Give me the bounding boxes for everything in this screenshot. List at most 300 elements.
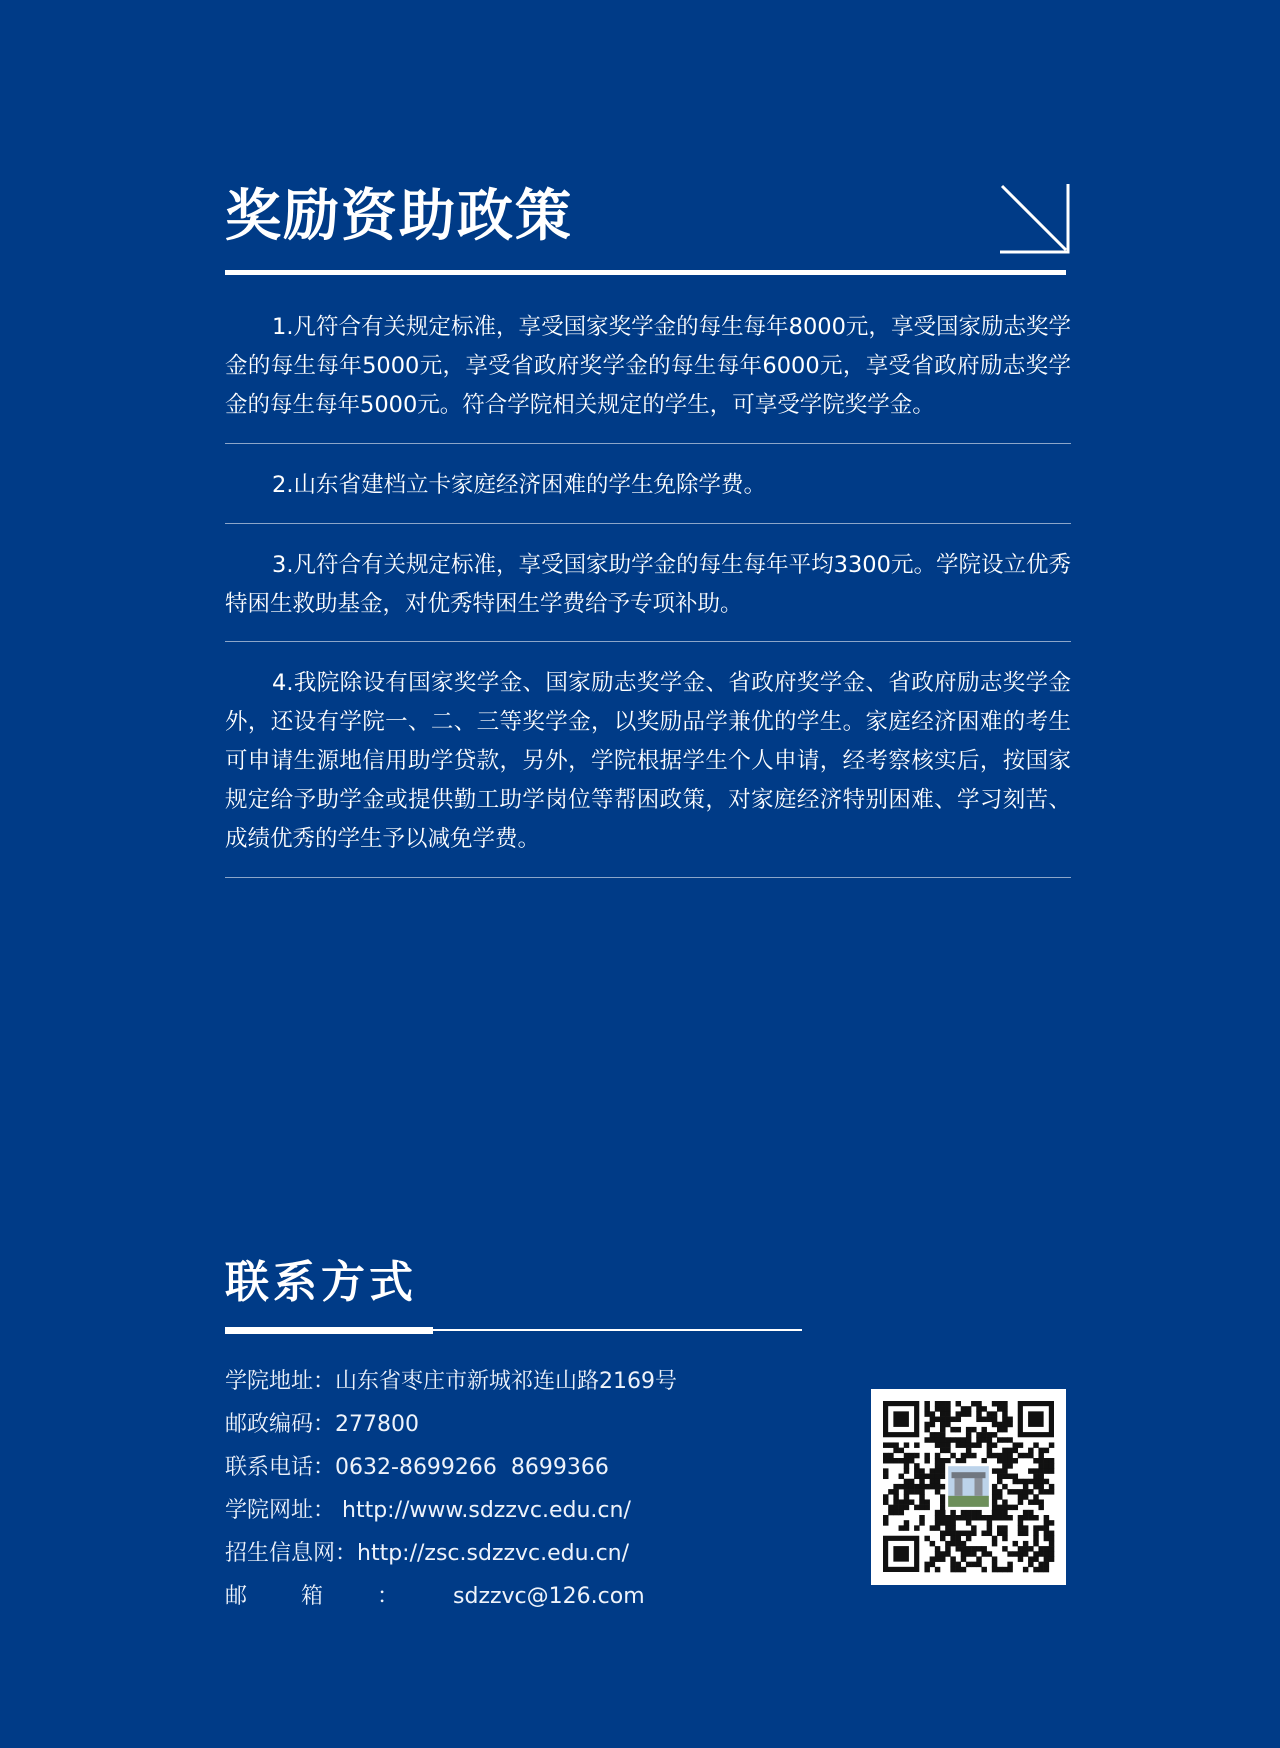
qr-module — [904, 1484, 909, 1489]
qr-module — [945, 1448, 950, 1453]
qr-module — [914, 1463, 919, 1468]
qr-module — [919, 1494, 924, 1499]
qr-module — [1044, 1562, 1049, 1567]
qr-module — [1049, 1546, 1054, 1551]
qr-module — [997, 1474, 1002, 1479]
qr-module — [950, 1515, 955, 1520]
qr-module — [1002, 1401, 1007, 1406]
qr-module — [940, 1427, 945, 1432]
qr-module — [950, 1510, 955, 1515]
qr-module — [1018, 1546, 1023, 1551]
qr-module — [1044, 1479, 1049, 1484]
qr-module — [1044, 1546, 1049, 1551]
qr-module — [893, 1442, 898, 1447]
qr-module — [1044, 1551, 1049, 1556]
qr-module — [1028, 1562, 1033, 1567]
qr-module — [976, 1406, 981, 1411]
qr-module — [1033, 1479, 1038, 1484]
qr-module — [971, 1515, 976, 1520]
qr-module — [945, 1525, 950, 1530]
qr-module — [924, 1505, 929, 1510]
qr-module — [961, 1411, 966, 1416]
qr-module — [940, 1448, 945, 1453]
qr-module — [914, 1442, 919, 1447]
qr-module — [966, 1536, 971, 1541]
qr-module — [1013, 1458, 1018, 1463]
qr-module — [1002, 1463, 1007, 1468]
qr-module — [924, 1427, 929, 1432]
qr-logo-ground — [948, 1496, 989, 1507]
qr-module — [950, 1520, 955, 1525]
policy-item-3: 3.凡符合有关规定标准，享受国家助学金的每生每年平均3300元。学院设立优秀特困生救助基金，对优秀特困生学费给予专项补助。 — [225, 552, 1071, 617]
qr-module — [1007, 1417, 1012, 1422]
qr-module — [950, 1562, 955, 1567]
qr-module — [940, 1463, 945, 1468]
qr-module — [1028, 1499, 1033, 1504]
qr-module — [1038, 1567, 1043, 1572]
qr-module — [971, 1531, 976, 1536]
qr-module — [914, 1489, 919, 1494]
qr-module — [945, 1520, 950, 1525]
contact-postcode — [225, 1403, 845, 1446]
qr-module — [987, 1448, 992, 1453]
qr-module — [940, 1401, 945, 1406]
qr-module — [956, 1458, 961, 1463]
qr-module — [1033, 1474, 1038, 1479]
policy-divider — [225, 523, 1071, 524]
qr-module — [971, 1510, 976, 1515]
qr-module — [976, 1510, 981, 1515]
contact-website-label: 学院网址： — [225, 1498, 336, 1523]
qr-module — [1049, 1484, 1054, 1489]
qr-module — [966, 1546, 971, 1551]
qr-module — [924, 1411, 929, 1416]
policy-item-1: 1.凡符合有关规定标准，享受国家奖学金的每生每年8000元，享受国家励志奖学金的每生每年5000元，享受省政府奖学金的每生每年6000元，享受省政府励志奖学金的每生每年5000元。符合学院相关规定的学生，可享受学院奖学金。 — [225, 314, 1071, 418]
qr-module — [992, 1494, 997, 1499]
qr-module — [971, 1551, 976, 1556]
qr-module — [1044, 1448, 1049, 1453]
contact-admissions-link[interactable]: http://zsc.sdzzvc.edu.cn/ — [357, 1541, 630, 1566]
qr-module — [893, 1505, 898, 1510]
contact-phone-value: 0632-8699266 8699366 — [335, 1455, 609, 1480]
qr-module — [997, 1494, 1002, 1499]
qr-module — [1002, 1499, 1007, 1504]
qr-module — [945, 1531, 950, 1536]
qr-module — [930, 1541, 935, 1546]
qr-module — [1002, 1437, 1007, 1442]
qr-module — [1013, 1442, 1018, 1447]
qr-module — [976, 1442, 981, 1447]
qr-module — [992, 1453, 997, 1458]
qr-module — [1044, 1536, 1049, 1541]
qr-module — [976, 1411, 981, 1416]
qr-module — [888, 1453, 893, 1458]
qr-module — [924, 1458, 929, 1463]
qr-module — [981, 1417, 986, 1422]
qr-module — [904, 1505, 909, 1510]
qr-module — [883, 1458, 888, 1463]
qr-module — [981, 1458, 986, 1463]
qr-module — [940, 1458, 945, 1463]
qr-module — [945, 1546, 950, 1551]
qr-module — [1013, 1541, 1018, 1546]
qr-module — [1023, 1453, 1028, 1458]
qr-module — [992, 1499, 997, 1504]
qr-module — [1023, 1489, 1028, 1494]
qr-module — [997, 1510, 1002, 1515]
qr-module — [940, 1484, 945, 1489]
qr-module — [945, 1437, 950, 1442]
qr-module — [914, 1525, 919, 1530]
qr-module — [1038, 1505, 1043, 1510]
qr-module — [930, 1468, 935, 1473]
qr-module — [1018, 1556, 1023, 1561]
qr-module — [930, 1479, 935, 1484]
qr-module — [1018, 1499, 1023, 1504]
qr-module — [914, 1505, 919, 1510]
qr-module — [899, 1474, 904, 1479]
contact-address — [225, 1360, 845, 1403]
qr-module — [956, 1531, 961, 1536]
contact-address-label: 学院地址： — [225, 1369, 336, 1394]
qr-module — [893, 1489, 898, 1494]
qr-module — [888, 1442, 893, 1447]
qr-module — [1033, 1551, 1038, 1556]
qr-module — [950, 1427, 955, 1432]
qr-module — [924, 1422, 929, 1427]
qr-module — [992, 1432, 997, 1437]
qr-module — [1023, 1567, 1028, 1572]
qr-module — [935, 1567, 940, 1572]
contact-website-link[interactable]: http://www.sdzzvc.edu.cn/ — [335, 1498, 631, 1523]
qr-module — [935, 1463, 940, 1468]
qr-module — [909, 1499, 914, 1504]
contact-postcode-value: 277800 — [335, 1412, 419, 1437]
qr-module — [1049, 1551, 1054, 1556]
qr-module — [1002, 1458, 1007, 1463]
qr-module — [992, 1562, 997, 1567]
qr-module — [950, 1556, 955, 1561]
qr-module — [1044, 1520, 1049, 1525]
qr-module — [1028, 1448, 1033, 1453]
qr-module — [1013, 1489, 1018, 1494]
qr-module — [893, 1448, 898, 1453]
qr-module — [1038, 1453, 1043, 1458]
contact-phone-label: 联系电话： — [225, 1455, 336, 1480]
qr-module — [1013, 1448, 1018, 1453]
qr-module — [1033, 1468, 1038, 1473]
qr-module — [1002, 1546, 1007, 1551]
qr-module — [1049, 1442, 1054, 1447]
qr-module — [904, 1499, 909, 1504]
qr-module — [1033, 1494, 1038, 1499]
qr-module — [945, 1458, 950, 1463]
qr-module — [966, 1531, 971, 1536]
qr-module — [883, 1474, 888, 1479]
qr-code-icon — [871, 1389, 1066, 1585]
qr-module — [945, 1541, 950, 1546]
qr-module — [992, 1401, 997, 1406]
qr-module — [1002, 1417, 1007, 1422]
arrow-down-right-icon — [1000, 184, 1070, 254]
qr-module — [992, 1422, 997, 1427]
qr-module — [961, 1546, 966, 1551]
qr-module — [904, 1458, 909, 1463]
qr-module — [930, 1422, 935, 1427]
qr-module — [1018, 1442, 1023, 1447]
qr-module — [1038, 1458, 1043, 1463]
qr-module — [1028, 1515, 1033, 1520]
qr-module — [961, 1541, 966, 1546]
qr-module — [956, 1417, 961, 1422]
qr-module — [961, 1437, 966, 1442]
qr-module — [924, 1567, 929, 1572]
qr-module — [1038, 1525, 1043, 1530]
qr-module — [940, 1417, 945, 1422]
qr-module — [1002, 1448, 1007, 1453]
qr-module — [945, 1515, 950, 1520]
qr-module — [1002, 1484, 1007, 1489]
qr-module — [971, 1442, 976, 1447]
qr-module — [1018, 1551, 1023, 1556]
qr-module — [924, 1474, 929, 1479]
qr-module — [992, 1484, 997, 1489]
qr-module — [945, 1406, 950, 1411]
policy-list — [225, 308, 1071, 878]
contact-admissions-site — [225, 1532, 845, 1575]
qr-module — [1007, 1458, 1012, 1463]
qr-module — [899, 1505, 904, 1510]
qr-logo-lintel — [952, 1472, 986, 1478]
qr-module — [1002, 1567, 1007, 1572]
qr-finder-inner — [893, 1546, 909, 1562]
qr-module — [956, 1562, 961, 1567]
qr-module — [1023, 1546, 1028, 1551]
qr-module — [883, 1520, 888, 1525]
qr-module — [1013, 1505, 1018, 1510]
qr-module — [1038, 1448, 1043, 1453]
qr-module — [930, 1562, 935, 1567]
qr-module — [950, 1417, 955, 1422]
qr-module — [930, 1417, 935, 1422]
qr-module — [992, 1417, 997, 1422]
qr-module — [1007, 1551, 1012, 1556]
qr-module — [940, 1442, 945, 1447]
qr-module — [914, 1474, 919, 1479]
contact-list — [225, 1360, 845, 1618]
qr-module — [997, 1458, 1002, 1463]
qr-module — [1028, 1489, 1033, 1494]
qr-logo-pillar — [975, 1475, 983, 1496]
qr-module — [997, 1437, 1002, 1442]
qr-module — [971, 1525, 976, 1530]
qr-module — [997, 1422, 1002, 1427]
qr-module — [935, 1489, 940, 1494]
qr-module — [940, 1474, 945, 1479]
qr-module — [919, 1489, 924, 1494]
qr-module — [1038, 1463, 1043, 1468]
qr-module — [1007, 1562, 1012, 1567]
qr-module — [976, 1437, 981, 1442]
qr-module — [904, 1442, 909, 1447]
qr-module — [961, 1406, 966, 1411]
qr-module — [961, 1442, 966, 1447]
qr-module — [1007, 1448, 1012, 1453]
contact-postcode-label: 邮政编码： — [225, 1412, 336, 1437]
qr-module — [930, 1437, 935, 1442]
qr-module — [1044, 1567, 1049, 1572]
qr-module — [976, 1556, 981, 1561]
qr-module — [899, 1499, 904, 1504]
qr-module — [971, 1562, 976, 1567]
qr-module — [945, 1442, 950, 1447]
policy-item-4: 4.我院除设有国家奖学金、国家励志奖学金、省政府奖学金、省政府励志奖学金外，还设有学院一、二、三等奖学金，以奖励品学兼优的学生。家庭经济困难的考生可申请生源地信用助学贷款，另外，学院根据学生个人申请，经考察核实后，按国家规定给予助学金或提供勤工助学岗位等帮困政策，对家庭经济特别困难、学习刻苦、成绩优秀的学生予以减免学费。 — [225, 670, 1071, 852]
qr-module — [966, 1448, 971, 1453]
policy-divider — [225, 641, 1071, 642]
qr-module — [935, 1432, 940, 1437]
qr-module — [1013, 1474, 1018, 1479]
qr-module — [909, 1489, 914, 1494]
qr-module — [935, 1437, 940, 1442]
qr-module — [914, 1484, 919, 1489]
qr-module — [956, 1536, 961, 1541]
qr-module — [899, 1458, 904, 1463]
qr-module — [893, 1499, 898, 1504]
qr-module — [893, 1484, 898, 1489]
qr-module — [940, 1531, 945, 1536]
qr-module — [981, 1551, 986, 1556]
qr-module — [997, 1468, 1002, 1473]
qr-module — [1044, 1489, 1049, 1494]
qr-module — [1044, 1525, 1049, 1530]
qr-module — [940, 1551, 945, 1556]
qr-module — [956, 1437, 961, 1442]
qr-module — [1033, 1531, 1038, 1536]
qr-module — [935, 1417, 940, 1422]
qr-module — [971, 1546, 976, 1551]
qr-module — [966, 1427, 971, 1432]
qr-module — [1049, 1536, 1054, 1541]
qr-module — [976, 1417, 981, 1422]
contact-email-link[interactable]: sdzzvc@126.com — [453, 1584, 645, 1609]
qr-module — [893, 1494, 898, 1499]
qr-module — [930, 1525, 935, 1530]
policy-section-title: 奖励资助政策 — [225, 184, 573, 249]
qr-module — [909, 1453, 914, 1458]
qr-module — [1018, 1494, 1023, 1499]
qr-module — [935, 1510, 940, 1515]
qr-module — [961, 1531, 966, 1536]
qr-module — [904, 1489, 909, 1494]
qr-module — [987, 1525, 992, 1530]
qr-module — [961, 1567, 966, 1572]
qr-module — [981, 1406, 986, 1411]
qr-module — [888, 1505, 893, 1510]
qr-module — [1018, 1479, 1023, 1484]
qr-module — [924, 1406, 929, 1411]
qr-module — [966, 1442, 971, 1447]
qr-module — [1018, 1489, 1023, 1494]
qr-module — [904, 1494, 909, 1499]
qr-module — [940, 1505, 945, 1510]
qr-module — [961, 1458, 966, 1463]
qr-module — [950, 1437, 955, 1442]
qr-module — [924, 1401, 929, 1406]
qr-module — [1028, 1453, 1033, 1458]
qr-module — [987, 1531, 992, 1536]
qr-module — [956, 1567, 961, 1572]
qr-module — [940, 1468, 945, 1473]
policy-divider — [225, 877, 1071, 878]
qr-module — [1044, 1531, 1049, 1536]
qr-module — [950, 1567, 955, 1572]
qr-module — [971, 1453, 976, 1458]
qr-module — [909, 1479, 914, 1484]
qr-module — [1049, 1556, 1054, 1561]
qr-module — [1033, 1499, 1038, 1504]
qr-module — [1049, 1468, 1054, 1473]
qr-module — [1018, 1525, 1023, 1530]
qr-module — [935, 1484, 940, 1489]
qr-module — [976, 1515, 981, 1520]
qr-module — [1033, 1525, 1038, 1530]
qr-module — [966, 1432, 971, 1437]
qr-module — [992, 1442, 997, 1447]
qr-module — [1033, 1442, 1038, 1447]
qr-module — [956, 1442, 961, 1447]
qr-module — [924, 1562, 929, 1567]
qr-module — [956, 1515, 961, 1520]
qr-module — [914, 1468, 919, 1473]
qr-module — [1038, 1551, 1043, 1556]
qr-module — [961, 1551, 966, 1556]
qr-module — [1007, 1463, 1012, 1468]
qr-module — [992, 1515, 997, 1520]
qr-module — [1023, 1479, 1028, 1484]
qr-module — [919, 1484, 924, 1489]
qr-module — [1033, 1484, 1038, 1489]
qr-module — [1002, 1505, 1007, 1510]
qr-module — [924, 1453, 929, 1458]
qr-module — [904, 1525, 909, 1530]
qr-module — [1028, 1510, 1033, 1515]
qr-module — [987, 1442, 992, 1447]
qr-module — [1049, 1520, 1054, 1525]
qr-module — [1002, 1453, 1007, 1458]
qr-module — [919, 1499, 924, 1504]
qr-module — [919, 1505, 924, 1510]
qr-module — [930, 1474, 935, 1479]
qr-module — [992, 1505, 997, 1510]
qr-module — [883, 1442, 888, 1447]
qr-module — [956, 1427, 961, 1432]
policy-divider — [225, 443, 1071, 444]
qr-module — [1013, 1479, 1018, 1484]
qr-module — [1038, 1484, 1043, 1489]
qr-module — [883, 1499, 888, 1504]
qr-module — [893, 1510, 898, 1515]
qr-module — [1023, 1510, 1028, 1515]
qr-module — [888, 1489, 893, 1494]
qr-module — [904, 1479, 909, 1484]
qr-module — [1038, 1562, 1043, 1567]
qr-module — [1038, 1546, 1043, 1551]
qr-module — [1002, 1422, 1007, 1427]
qr-module — [971, 1401, 976, 1406]
qr-module — [1002, 1525, 1007, 1530]
qr-module — [1007, 1437, 1012, 1442]
qr-module — [1028, 1479, 1033, 1484]
